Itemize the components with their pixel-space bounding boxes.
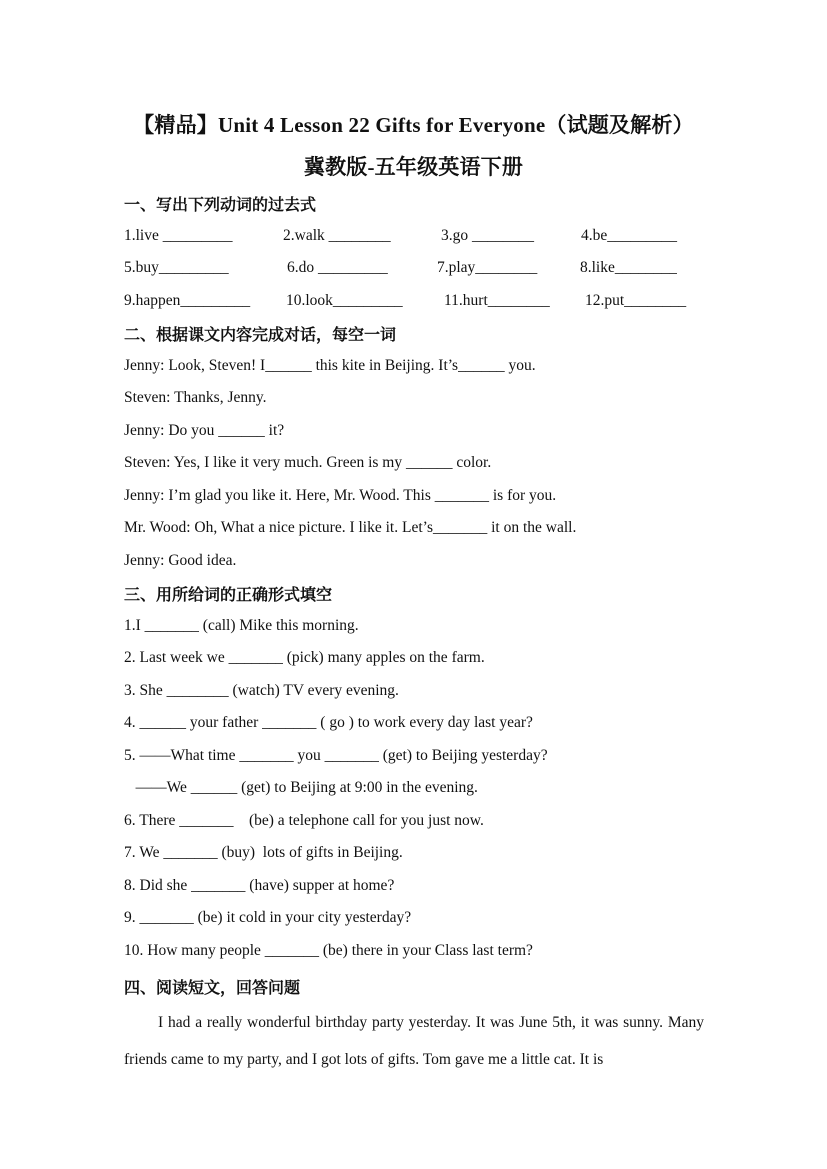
exercise-line: 5. ——What time _______ you _______ (get) to Beijing yesterday? bbox=[124, 747, 548, 764]
exercise-line: ——We ______ (get) to Beijing at 9:00 in the evening. bbox=[124, 779, 478, 796]
exercise-line: 7. We _______ (buy) lots of gifts in Beijing. bbox=[124, 844, 403, 861]
exercise-line: 2. Last week we _______ (pick) many apples on the farm. bbox=[124, 649, 485, 666]
verb-item: 8.like________ bbox=[580, 259, 677, 276]
dialogue-line: Jenny: Do you ______ it? bbox=[124, 422, 285, 439]
doc-subtitle: 冀教版-五年级英语下册 bbox=[303, 155, 524, 179]
dialogue-line: Steven: Yes, I like it very much. Green is my ______ color. bbox=[124, 454, 492, 471]
dialogue-line: Jenny: I’m glad you like it. Here, Mr. Wood. This _______ is for you. bbox=[124, 487, 557, 504]
verb-item: 6.do _________ bbox=[287, 259, 388, 276]
section-2-heading: 二、根据课文内容完成对话，每空一词 bbox=[124, 325, 397, 344]
reading-paragraph: I had a really wonderful birthday party yesterday. It was June 5th, it was sunny. Many friends came to my party, and I got lots of gifts. Tom gave me a little cat. It is bbox=[124, 1014, 704, 1068]
dialogue-line: Jenny: Good idea. bbox=[124, 552, 237, 569]
verb-item: 12.put________ bbox=[585, 292, 687, 309]
section-4-heading: 四、阅读短文，回答问题 bbox=[124, 978, 301, 997]
exercise-line: 9. _______ (be) it cold in your city yesterday? bbox=[124, 909, 412, 926]
dialogue-line: Steven: Thanks, Jenny. bbox=[124, 389, 267, 406]
exercise-line: 6. There _______ (be) a telephone call for you just now. bbox=[124, 812, 484, 829]
verb-item: 1.live _________ bbox=[124, 227, 233, 244]
dialogue-line: Jenny: Look, Steven! I______ this kite in Beijing. It’s______ you. bbox=[124, 357, 536, 374]
exercise-line: 4. ______ your father _______ ( go ) to work every day last year? bbox=[124, 714, 533, 731]
verb-item: 10.look_________ bbox=[286, 292, 403, 309]
verb-item: 4.be_________ bbox=[581, 227, 678, 244]
exercise-line: 1.I _______ (call) Mike this morning. bbox=[124, 617, 359, 634]
verb-item: 2.walk ________ bbox=[283, 227, 391, 244]
exercise-line: 10. How many people _______ (be) there in your Class last term? bbox=[124, 942, 533, 959]
verb-item: 11.hurt________ bbox=[444, 292, 550, 309]
dialogue-line: Mr. Wood: Oh, What a nice picture. I like it. Let’s_______ it on the wall. bbox=[124, 519, 577, 536]
section-3-heading: 三、用所给词的正确形式填空 bbox=[124, 585, 333, 604]
exercise-line: 3. She ________ (watch) TV every evening. bbox=[124, 682, 399, 699]
section-1-heading: 一、写出下列动词的过去式 bbox=[124, 195, 317, 214]
exercise-line: 8. Did she _______ (have) supper at home? bbox=[124, 877, 395, 894]
verb-item: 9.happen_________ bbox=[124, 292, 251, 309]
verb-item: 5.buy_________ bbox=[124, 259, 229, 276]
doc-title: 【精品】Unit 4 Lesson 22 Gifts for Everyone（试题及解析） bbox=[133, 113, 694, 137]
verb-item: 3.go ________ bbox=[441, 227, 534, 244]
verb-item: 7.play________ bbox=[437, 259, 538, 276]
